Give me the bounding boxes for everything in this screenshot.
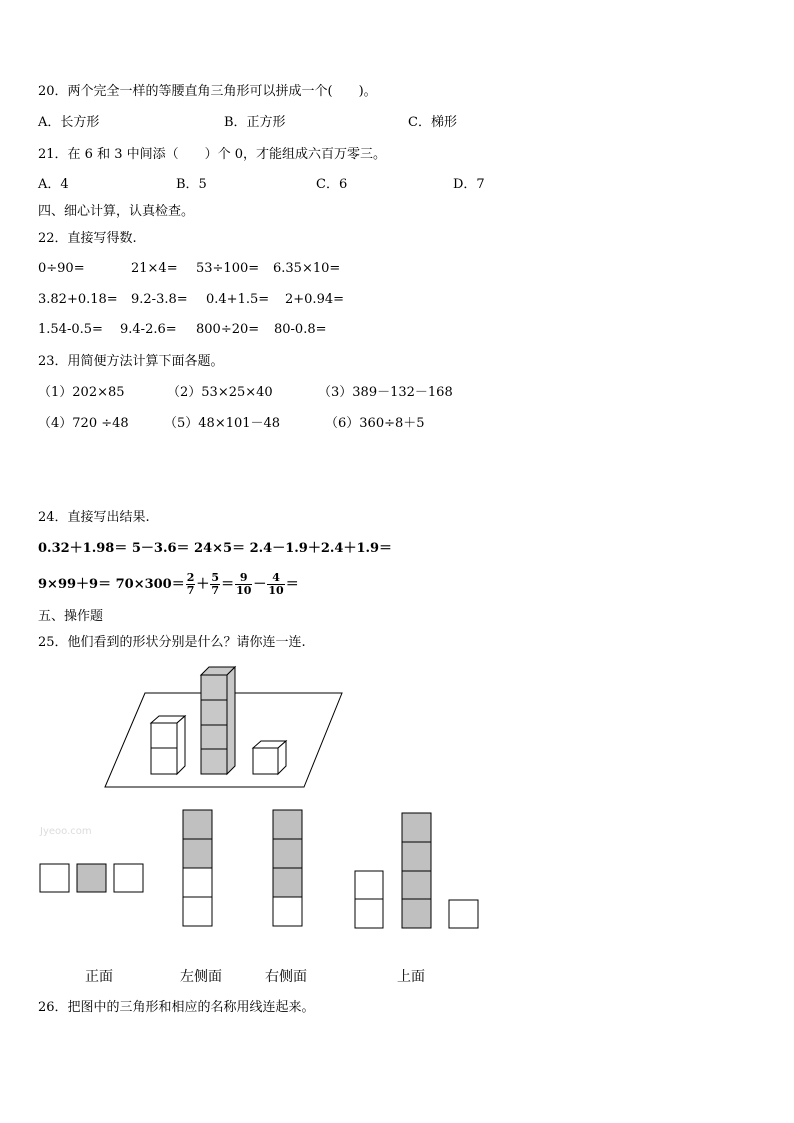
minus-sign: － (253, 577, 267, 592)
q22-r3-c2: 9.4-2.6= (120, 322, 177, 337)
q21-option-a: A．4 (38, 177, 69, 192)
section-4-heading: 四、细心计算，认真检查。 (38, 204, 195, 219)
q25-stem: 25．他们看到的形状分别是什么？请你连一连. (38, 635, 306, 650)
q22-stem: 22．直接写得数. (38, 231, 137, 246)
q23-item-4: （4）720 ÷48 (38, 416, 129, 431)
view-option-3[interactable] (273, 810, 302, 926)
section-5-heading: 五、操作题 (38, 609, 104, 624)
q20-option-a: A．长方形 (38, 115, 100, 130)
middle-cube-stack (201, 667, 235, 774)
equals-sign-2: ＝ (285, 577, 299, 592)
q22-r1-c4: 6.35×10= (273, 261, 341, 276)
q22-r1-c1: 0÷90= (38, 261, 85, 276)
equals-sign: ＝ (221, 577, 235, 592)
q22-r1-c3: 53÷100= (196, 261, 260, 276)
q23-item-1: （1）202×85 (38, 385, 125, 400)
q22-r2-c1: 3.82+0.18= (38, 292, 118, 307)
q22-r2-c4: 2+0.94= (285, 292, 345, 307)
q20-option-b: B．正方形 (224, 115, 286, 130)
q24-line-2-text: 9×99＋9＝ 70×300＝ (38, 577, 185, 592)
q22-r2-c3: 0.4+1.5= (206, 292, 270, 307)
q23-stem: 23．用简便方法计算下面各题。 (38, 354, 224, 369)
q22-r3-c1: 1.54-0.5= (38, 322, 103, 337)
view-option-1[interactable] (40, 864, 143, 892)
q23-item-2: （2）53×25×40 (167, 385, 273, 400)
fraction-4-10: $\frac{4}{10}$ (268, 571, 284, 597)
q23-item-6: （6）360÷8＋5 (325, 416, 425, 431)
q21-option-d: D．7 (453, 177, 485, 192)
q22-r3-c3: 800÷20= (196, 322, 260, 337)
label-front-view: 正面 (85, 969, 113, 985)
view-option-4[interactable] (355, 813, 478, 928)
q22-r1-c2: 21×4= (131, 261, 178, 276)
q22-r3-c4: 80-0.8= (274, 322, 327, 337)
plus-sign: ＋ (196, 577, 210, 592)
q24-stem: 24．直接写出结果. (38, 510, 150, 525)
watermark: Jyeoo.com (40, 826, 92, 837)
label-top-view: 上面 (397, 969, 425, 985)
left-cube-stack (151, 716, 185, 774)
q26-stem: 26．把图中的三角形和相应的名称用线连起来。 (38, 1000, 315, 1015)
label-right-view: 右侧面 (265, 969, 307, 985)
q21-option-b: B．5 (176, 177, 207, 192)
q20-stem: 20．两个完全一样的等腰直角三角形可以拼成一个( )。 (38, 84, 377, 99)
q20-option-c: C．梯形 (408, 115, 457, 130)
q21-stem: 21．在 6 和 3 中间添（ ）个 0，才能组成六百万零三。 (38, 147, 387, 162)
view-option-2[interactable] (183, 810, 212, 926)
label-left-view: 左侧面 (180, 969, 222, 985)
q21-option-c: C．6 (316, 177, 348, 192)
right-single-cube (253, 741, 286, 774)
q22-r2-c2: 9.2-3.8= (131, 292, 188, 307)
q23-item-3: （3）389－132－168 (318, 385, 453, 400)
q23-item-5: （5）48×101－48 (164, 416, 281, 431)
fraction-2-7: $\frac{2}{7}$ (186, 571, 195, 597)
fraction-9-10: $\frac{9}{10}$ (236, 571, 252, 597)
q24-line-1: 0.32＋1.98＝ 5－3.6＝ 24×5＝ 2.4－1.9＋2.4＋1.9＝ (38, 541, 393, 556)
fraction-5-7: $\frac{5}{7}$ (211, 571, 220, 597)
